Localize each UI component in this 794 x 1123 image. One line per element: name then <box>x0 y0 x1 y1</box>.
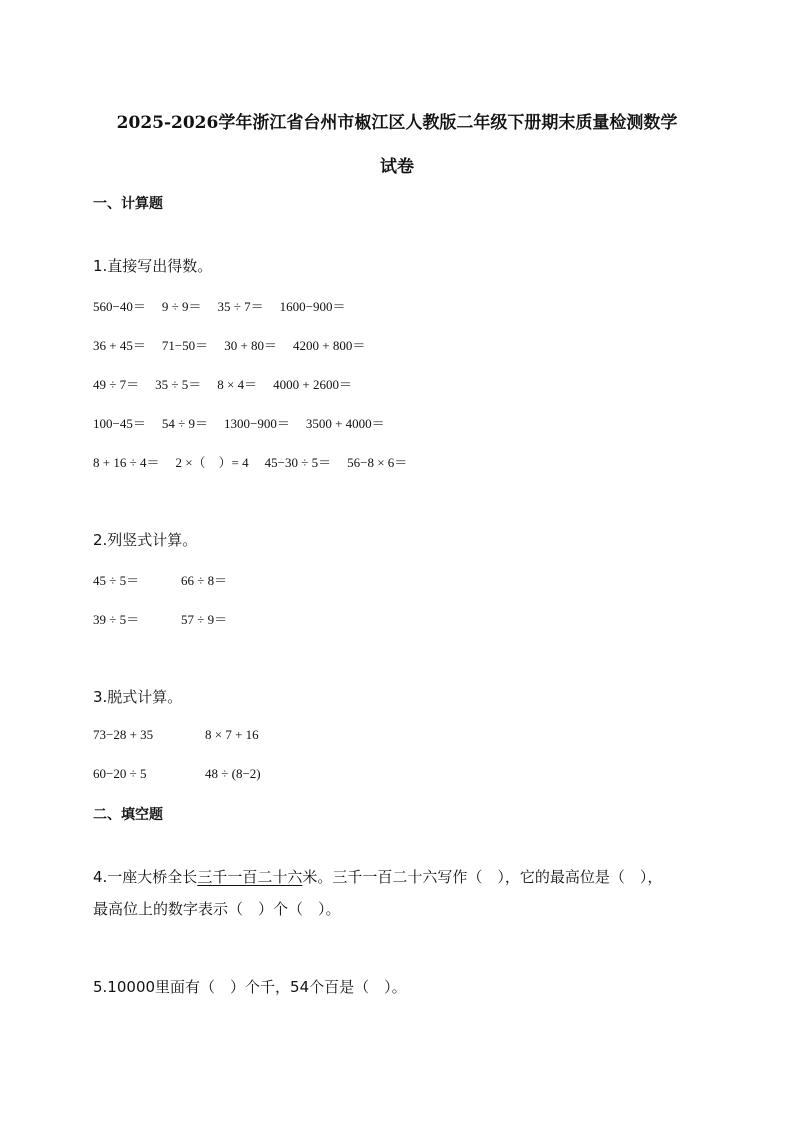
q3-item: 48 ÷ (8−2) <box>205 766 261 781</box>
q1-item: 45−30 ÷ 5＝ <box>264 455 332 470</box>
q1-item: 54 ÷ 9＝ <box>161 416 208 431</box>
section-heading-fill-blank: 二、填空题 <box>93 807 163 823</box>
q1-item: 30 + 80＝ <box>224 338 278 353</box>
question-4-line1 <box>93 866 662 887</box>
q2-row-1 <box>93 570 269 589</box>
exam-title-line2: 试卷 <box>380 157 414 177</box>
q2-item: 57 ÷ 9＝ <box>181 612 228 627</box>
q1-item: 2 ×（ ）= 4 <box>175 455 249 470</box>
q2-item: 39 ÷ 5＝ <box>93 612 140 627</box>
q1-item: 1300−900＝ <box>223 416 290 431</box>
q1-item: 8 + 16 ÷ 4＝ <box>93 455 160 470</box>
q3-row-1 <box>93 727 317 743</box>
q1-item: 4000 + 2600＝ <box>273 377 352 392</box>
q3-item: 60−20 ÷ 5 <box>93 766 147 781</box>
q3-item: 73−28 + 35 <box>93 727 154 742</box>
q1-item: 49 ÷ 7＝ <box>93 377 140 392</box>
q1-item: 35 ÷ 7＝ <box>217 299 264 314</box>
question-5: 5.10000里面有（ ）个千，54个百是（ ）。 <box>93 978 407 996</box>
q1-item: 3500 + 4000＝ <box>305 416 385 431</box>
q4-prefix: 4.一座大桥全长 <box>93 868 198 886</box>
q1-row-5 <box>93 452 407 471</box>
q2-item: 45 ÷ 5＝ <box>93 573 140 588</box>
q1-row-3 <box>93 374 352 393</box>
q1-item: 35 ÷ 5＝ <box>155 377 202 392</box>
q2-item: 66 ÷ 8＝ <box>181 573 228 588</box>
exam-title-line1: 2025-2026学年浙江省台州市椒江区人教版二年级下册期末质量检测数学 <box>116 113 678 133</box>
q3-item: 8 × 7 + 16 <box>205 727 259 742</box>
q1-row-4 <box>93 413 385 432</box>
q4-suffix: 米。三千一百二十六写作（ ），它的最高位是（ ）， <box>302 868 663 886</box>
section-heading-calculation: 一、计算题 <box>93 196 163 212</box>
q3-row-2 <box>93 766 317 782</box>
q2-row-2 <box>93 609 269 628</box>
q1-item: 8 × 4＝ <box>217 377 258 392</box>
q1-item: 36 + 45＝ <box>93 338 146 353</box>
q1-item: 9 ÷ 9＝ <box>161 299 202 314</box>
question-3-label: 3.脱式计算。 <box>93 688 183 706</box>
q1-row-2 <box>93 335 365 354</box>
question-1-label: 1.直接写出得数。 <box>93 257 213 275</box>
q1-item: 560−40＝ <box>93 299 146 314</box>
q1-item: 71−50＝ <box>161 338 209 353</box>
q1-item: 1600−900＝ <box>279 299 346 314</box>
q1-row-1 <box>93 296 345 315</box>
q4-underlined-number: 三千一百二十六 <box>197 868 303 886</box>
q1-item: 100−45＝ <box>93 416 146 431</box>
q1-item: 56−8 × 6＝ <box>347 455 408 470</box>
question-2-label: 2.列竖式计算。 <box>93 531 198 549</box>
q1-item: 4200 + 800＝ <box>293 338 366 353</box>
question-4-line2: 最高位上的数字表示（ ）个（ ）。 <box>93 900 341 918</box>
